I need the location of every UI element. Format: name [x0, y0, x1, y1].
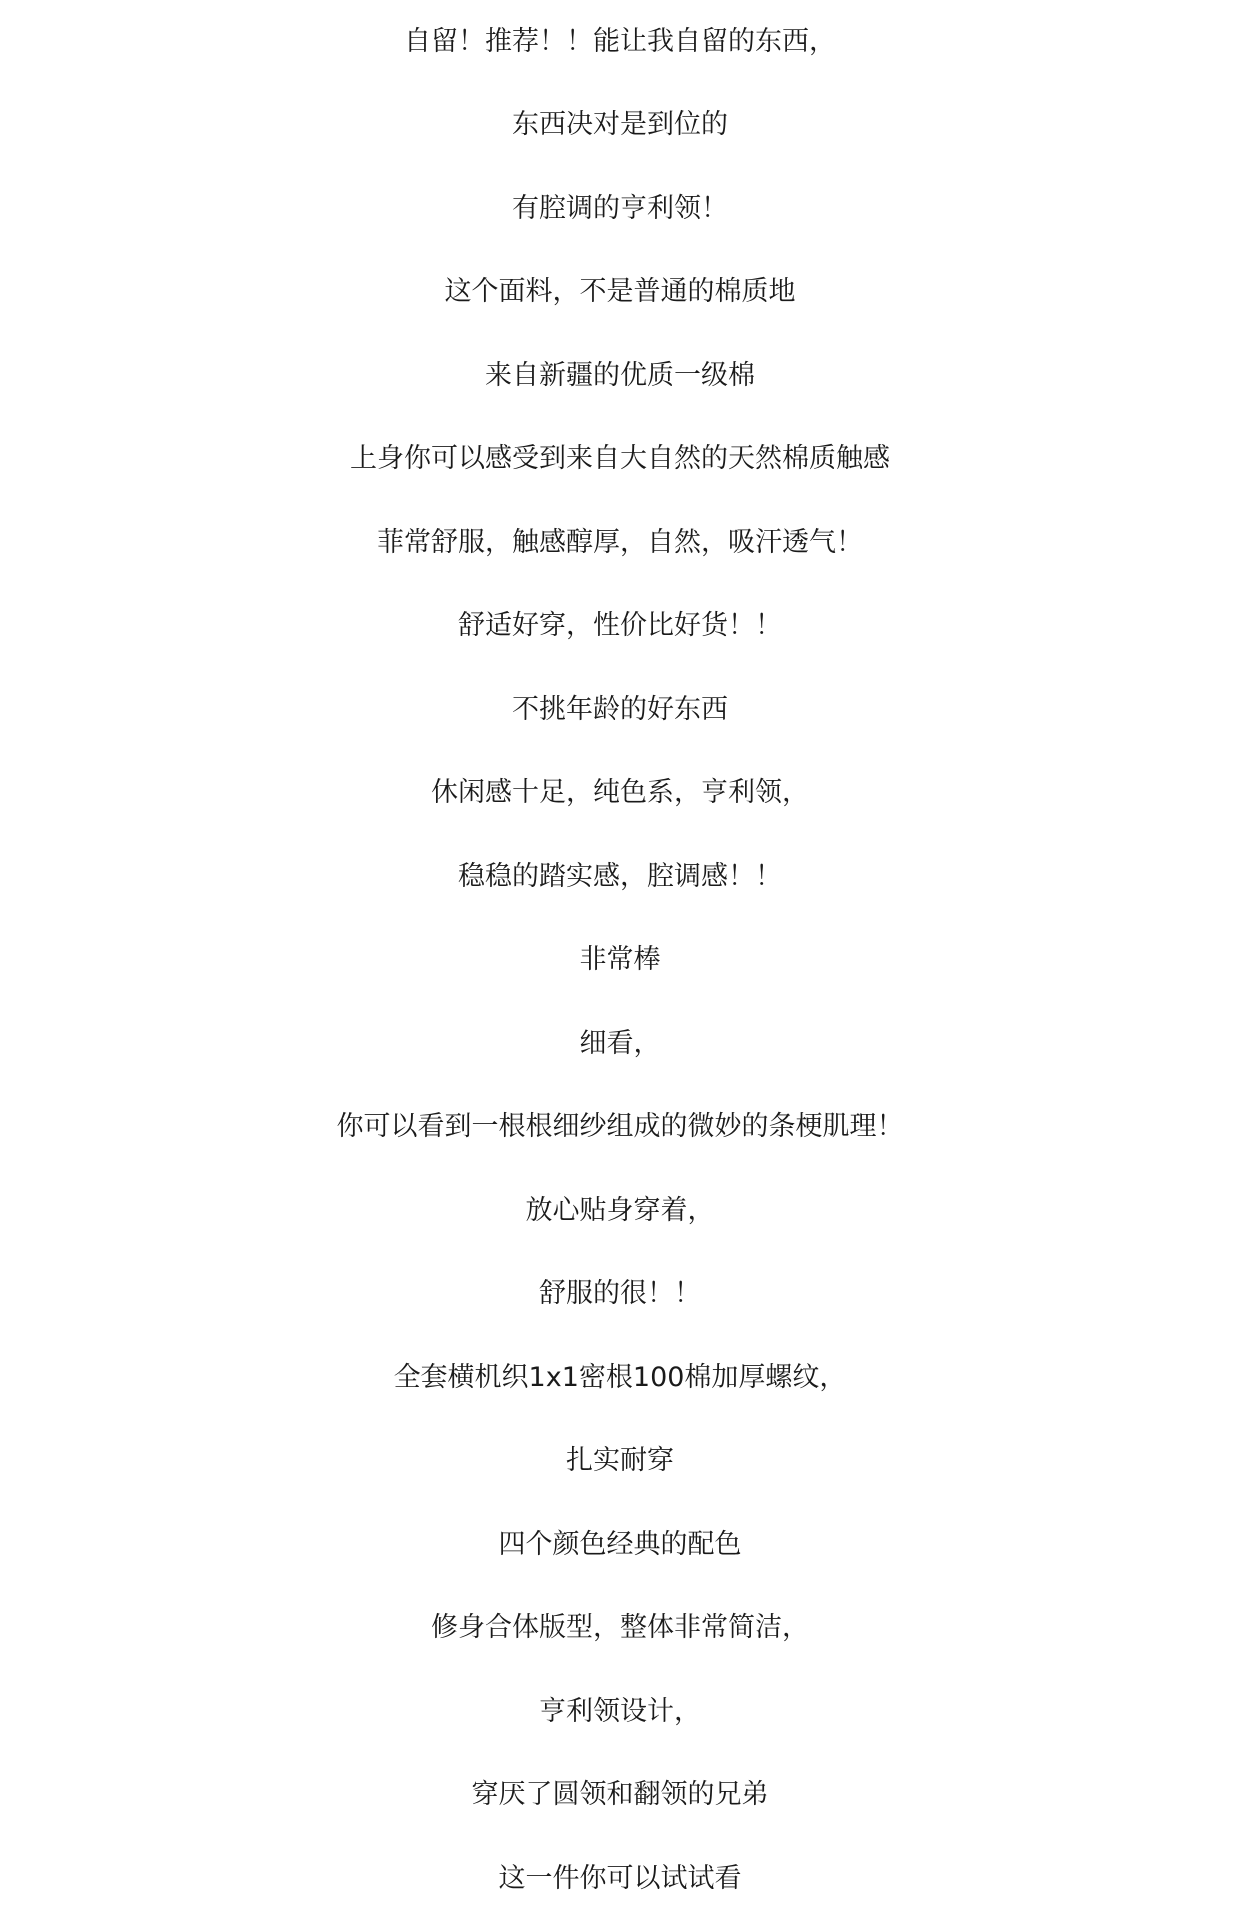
text-line: 舒适好穿，性价比好货！！	[458, 610, 782, 641]
text-line: 细看，	[579, 1028, 661, 1059]
text-line: 非常棒	[579, 944, 661, 975]
text-line: 自留！推荐！！能让我自留的东西，	[404, 26, 836, 57]
text-line: 亨利领设计，	[539, 1696, 701, 1727]
text-line: 不挑年龄的好东西	[512, 694, 728, 725]
text-line: 这个面料，不是普通的棉质地	[444, 276, 796, 307]
text-line: 穿厌了圆领和翻领的兄弟	[471, 1779, 769, 1810]
text-line: 四个颜色经典的配色	[498, 1529, 742, 1560]
text-line: 你可以看到一根根细纱组成的微妙的条梗肌理！	[336, 1111, 904, 1142]
text-line: 菲常舒服，触感醇厚，自然，吸汗透气！	[377, 527, 863, 558]
text-line: 稳稳的踏实感，腔调感！！	[458, 861, 782, 892]
text-line: 东西决对是到位的	[512, 109, 728, 140]
text-line: 这一件你可以试试看	[498, 1863, 742, 1894]
text-line: 上身你可以感受到来自大自然的天然棉质触感	[350, 443, 890, 474]
text-line: 有腔调的亨利领！	[512, 193, 728, 224]
text-line: 扎实耐穿	[566, 1445, 674, 1476]
text-line: 放心贴身穿着，	[525, 1195, 715, 1226]
text-line: 修身合体版型，整体非常简洁，	[431, 1612, 809, 1643]
text-line: 全套横机织1x1密根100棉加厚螺纹，	[393, 1362, 847, 1393]
text-line: 来自新疆的优质一级棉	[485, 360, 755, 391]
text-line: 休闲感十足，纯色系，亨利领，	[431, 777, 809, 808]
text-line: 舒服的很！！	[539, 1278, 701, 1309]
